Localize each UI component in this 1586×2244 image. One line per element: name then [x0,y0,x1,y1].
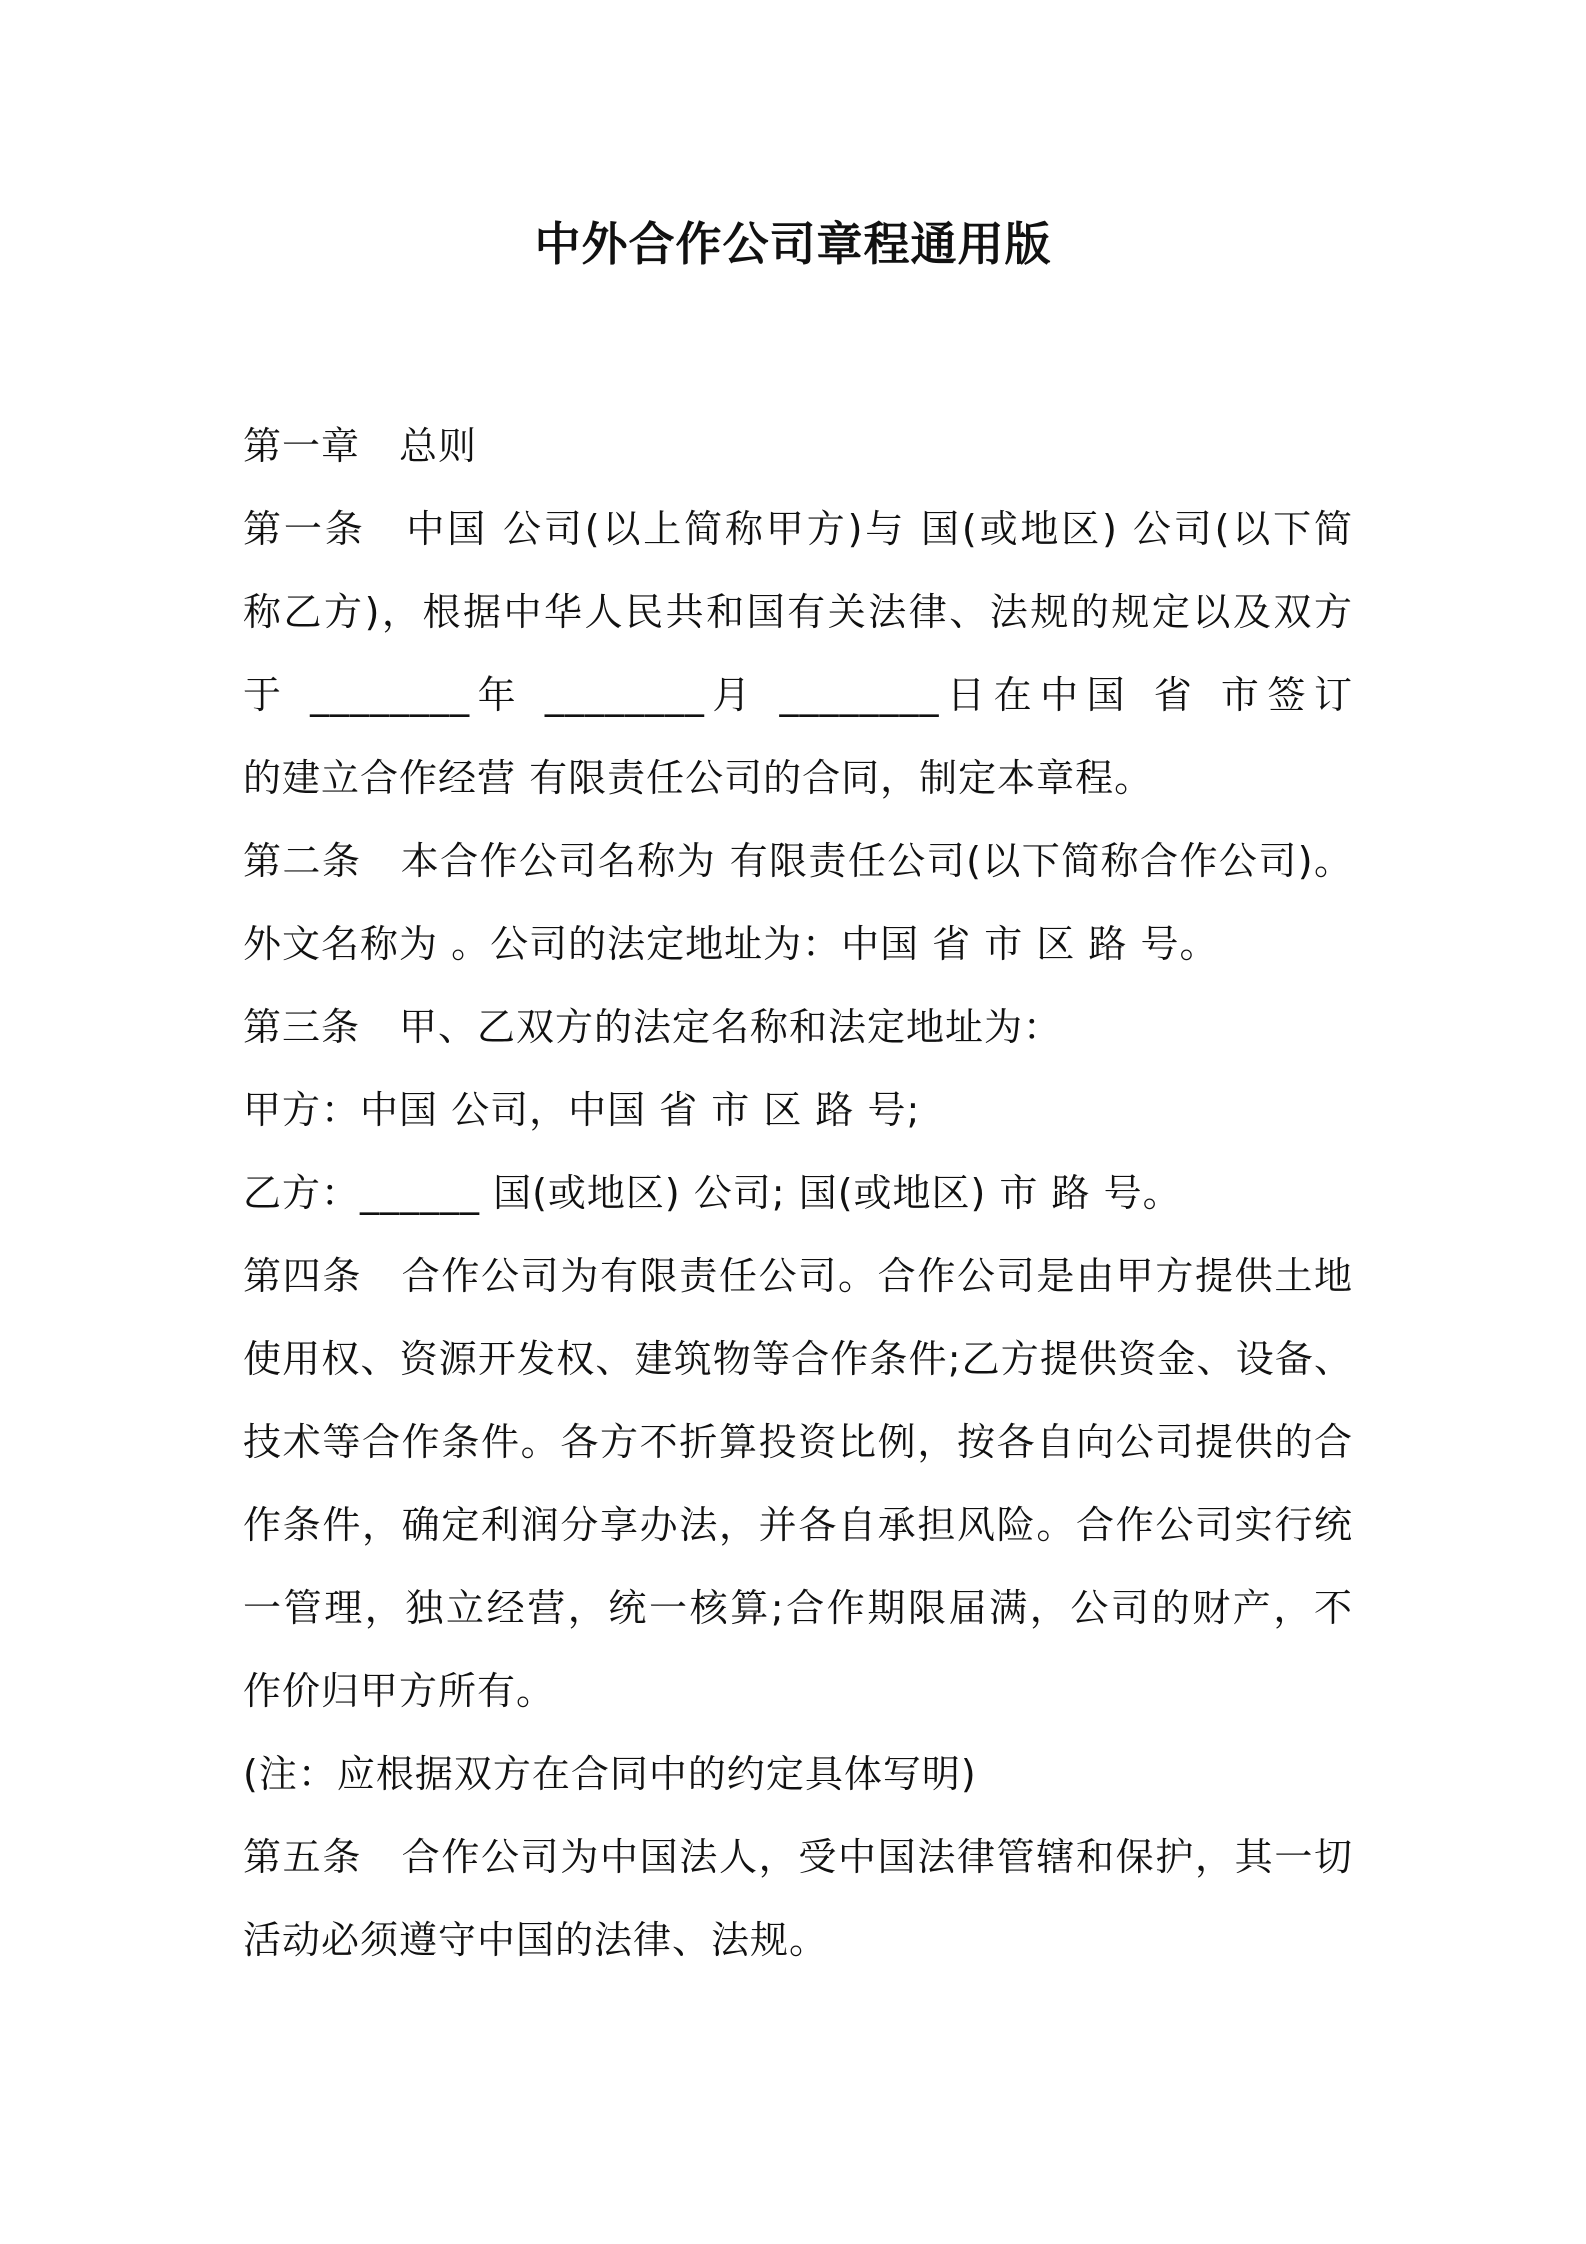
article-1-line-3: 于 ________年 ________月 ________日在中国 省 市签订 [243,673,1353,717]
party-b-line: 乙方：______ 国(或地区) 公司; 国(或地区) 市 路 号。 [243,1171,1182,1215]
party-a-line: 甲方：中国 公司，中国 省 市 区 路 号; [243,1088,921,1132]
article-4-line-2: 使用权、资源开发权、建筑物等合作条件;乙方提供资金、设备、 [243,1337,1353,1381]
article-4-line-4: 作条件，确定利润分享办法，并各自承担风险。合作公司实行统 [243,1503,1353,1547]
article-4-line-1: 第四条 合作公司为有限责任公司。合作公司是由甲方提供土地 [243,1254,1353,1298]
article-4-line-6: 作价归甲方所有。 [243,1669,556,1713]
article-1-line-2: 称乙方)，根据中华人民共和国有关法律、法规的规定以及双方 [243,590,1353,634]
document-body [243,405,1353,1982]
article-4-line-5: 一管理，独立经营，统一核算;合作期限届满，公司的财产，不 [243,1586,1353,1630]
article-1-line-4: 的建立合作经营 有限责任公司的合同，制定本章程。 [243,756,1154,800]
article-5-line-1: 第五条 合作公司为中国法人，受中国法律管辖和保护，其一切 [243,1835,1353,1879]
article-4-line-3: 技术等合作条件。各方不折算投资比例，按各自向公司提供的合 [243,1420,1353,1464]
note-line: (注：应根据双方在合同中的约定具体写明) [243,1752,977,1796]
article-1-line-1: 第一条 中国 公司(以上简称甲方)与 国(或地区) 公司(以下简 [243,507,1353,551]
article-5-line-2: 活动必须遵守中国的法律、法规。 [243,1918,829,1962]
article-2-line-2: 外文名称为 。公司的法定地址为：中国 省 市 区 路 号。 [243,922,1219,966]
article-3-line-1: 第三条 甲、乙双方的法定名称和法定地址为： [243,1005,1063,1049]
chapter-heading: 第一章 总则 [243,424,478,468]
document-title: 中外合作公司章程通用版 [534,217,1052,271]
article-2-line-1: 第二条 本合作公司名称为 有限责任公司(以下简称合作公司)。 [243,839,1353,883]
